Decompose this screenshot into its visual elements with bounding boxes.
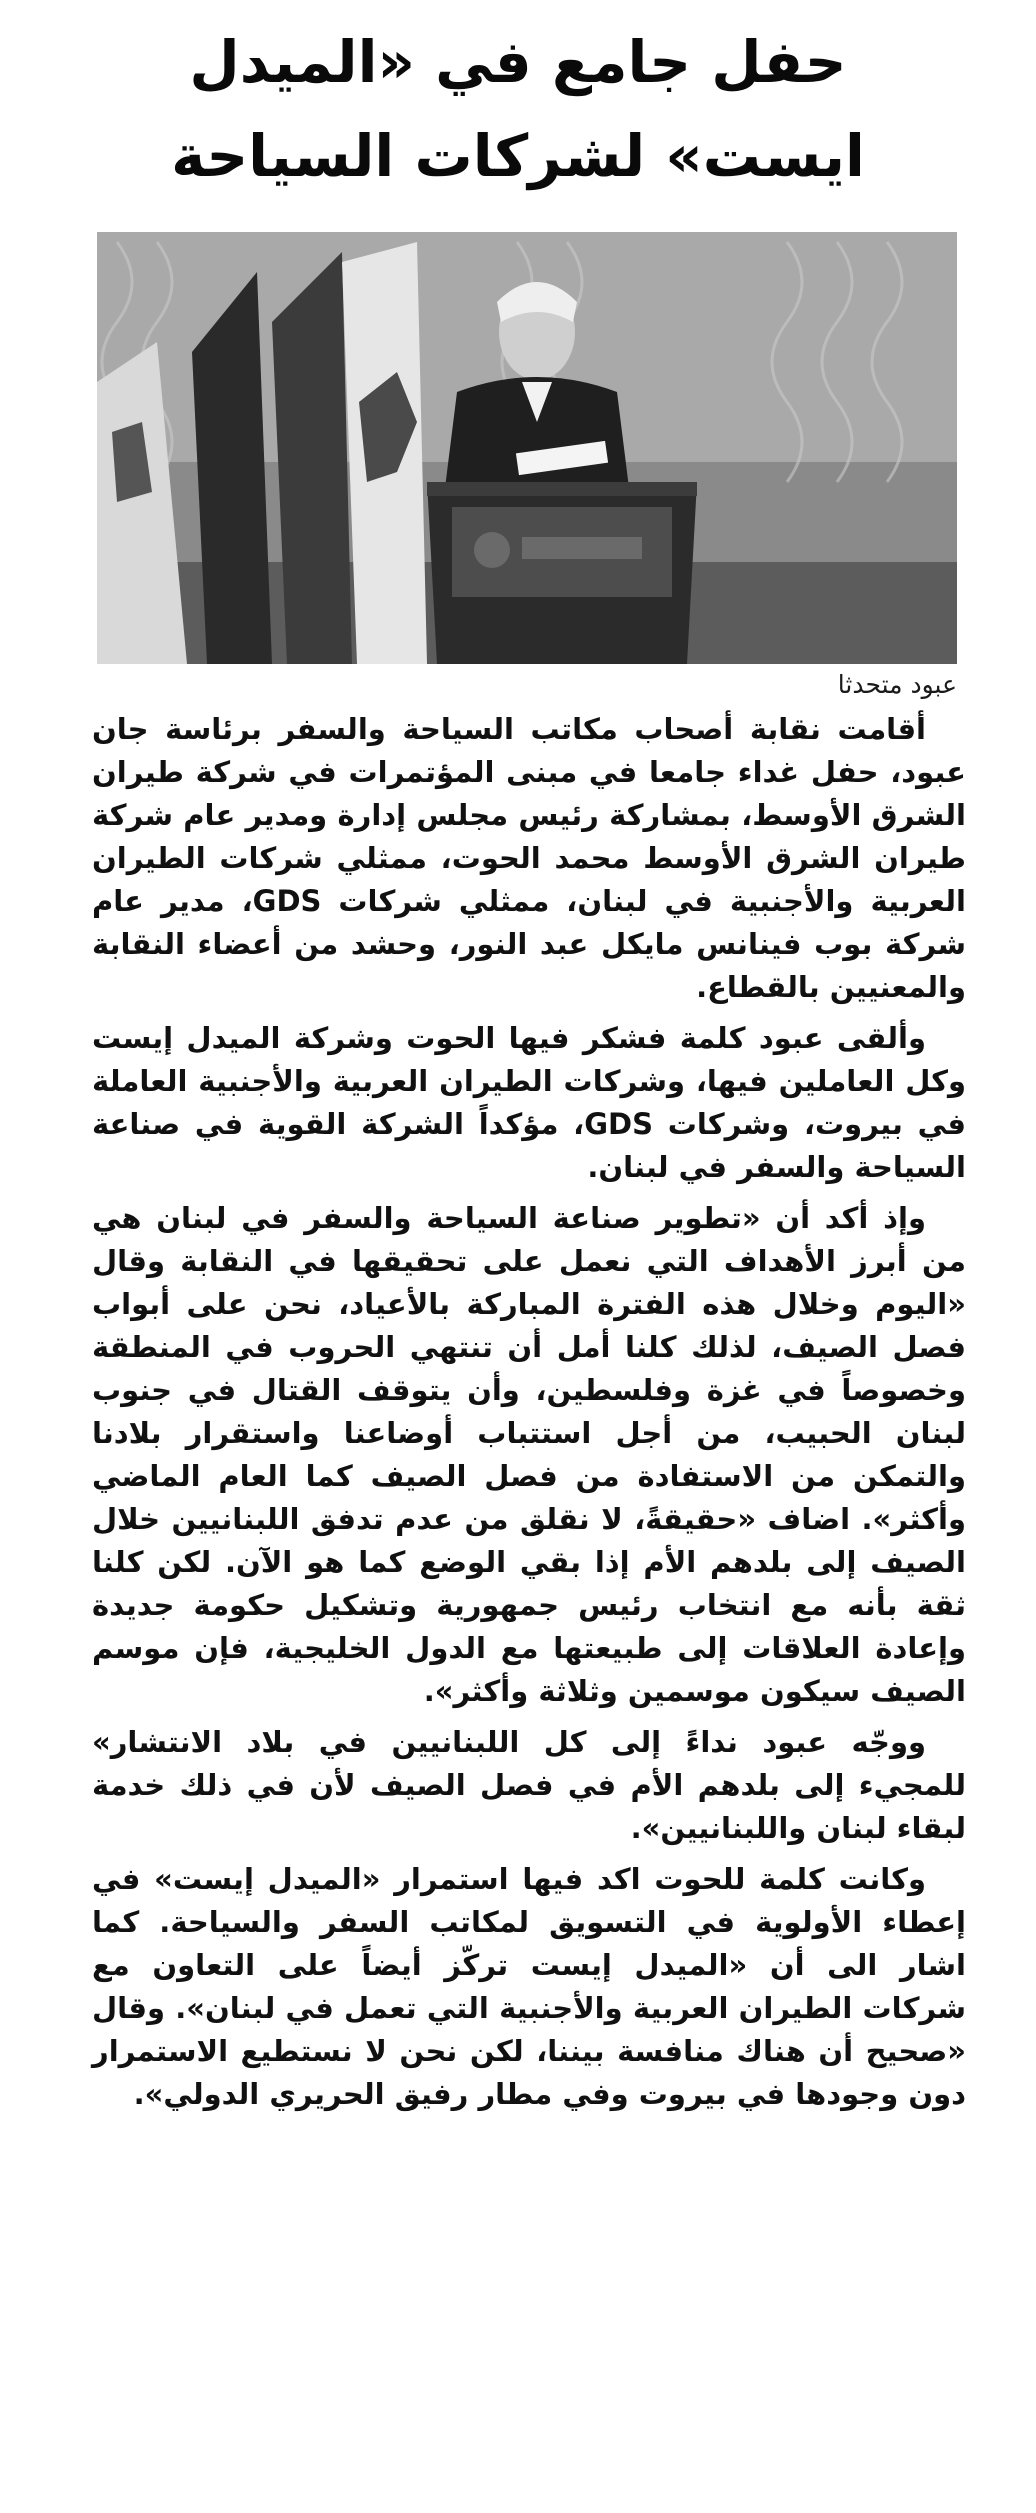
article-body [92,708,966,2124]
headline-line-2: ايست» لشركات السياحة [171,122,865,190]
paragraph-5: وكانت كلمة للحوت اكد فيها استمرار «الميدل إيست» في إعطاء الأولوية في التسويق لمكاتب السفر والسياحة. كما اشار الى أن «الميدل إيست تركّز أيضاً على التعاون مع شركات الطيران العربية والأجنبية التي تعمل في لبنان». وقال «صحيح أن هناك منافسة بيننا، لكن نحن لا نستطيع الاستمرار دون وجودها في بيروت وفي مطار رفيق الحريري الدولي». [92,1862,966,2111]
headline-line-1: حفل جامع في «الميدل [189,28,847,96]
photo-caption: عبود متحدثا [837,670,957,699]
article-photo [97,232,957,664]
paragraph-4: ووجّه عبود نداءً إلى كل اللبنانيين في بلاد الانتشار» للمجيء إلى بلدهم الأم في فصل الصيف لأن في ذلك خدمة لبقاء لبنان واللبنانيين». [92,1725,966,1845]
paragraph-3: وإذ أكد أن «تطوير صناعة السياحة والسفر في لبنان هي من أبرز الأهداف التي نعمل على تحقيقها في النقابة وقال «اليوم وخلال هذه الفترة المباركة بالأعياد، نحن على أبواب فصل الصيف، لذلك كلنا أمل أن تنتهي الحروب في المنطقة وخصوصاً في غزة وفلسطين، وأن يتوقف القتال في جنوب لبنان الحبيب، من أجل استتباب أوضاعنا واستقرار بلادنا والتمكن من الاستفادة من فصل الصيف كما العام الماضي وأكثر». اضاف «حقيقةً، لا نقلق من عدم تدفق اللبنانيين خلال الصيف إلى بلدهم الأم إذا بقي الوضع كما هو الآن. لكن كلنا ثقة بأنه مع انتخاب رئيس جمهورية وتشكيل حكومة جديدة وإعادة العلاقات إلى طبيعتها مع الدول الخليجية، فإن موسم الصيف سيكون موسمين وثلاثة وأكثر». [92,1201,966,1708]
paragraph-2: وألقى عبود كلمة فشكر فيها الحوت وشركة الميدل إيست وكل العاملين فيها، وشركات الطيران العربية والأجنبية العاملة في بيروت، وشركات GDS، مؤكداً الشركة القوية في صناعة السياحة والسفر في لبنان. [92,1021,966,1184]
paragraph-1: أقامت نقابة أصحاب مكاتب السياحة والسفر برئاسة جان عبود، حفل غداء جامعا في مبنى المؤتمرات في شركة طيران الشرق الأوسط، بمشاركة رئيس مجلس إدارة ومدير عام شركة طيران الشرق الأوسط محمد الحوت، ممثلي شركات الطيران العربية والأجنبية في لبنان، ممثلي شركات GDS، مدير عام شركة بوب فينانس مايكل عبد النور، وحشد من أعضاء النقابة والمعنيين بالقطاع. [92,712,966,1004]
